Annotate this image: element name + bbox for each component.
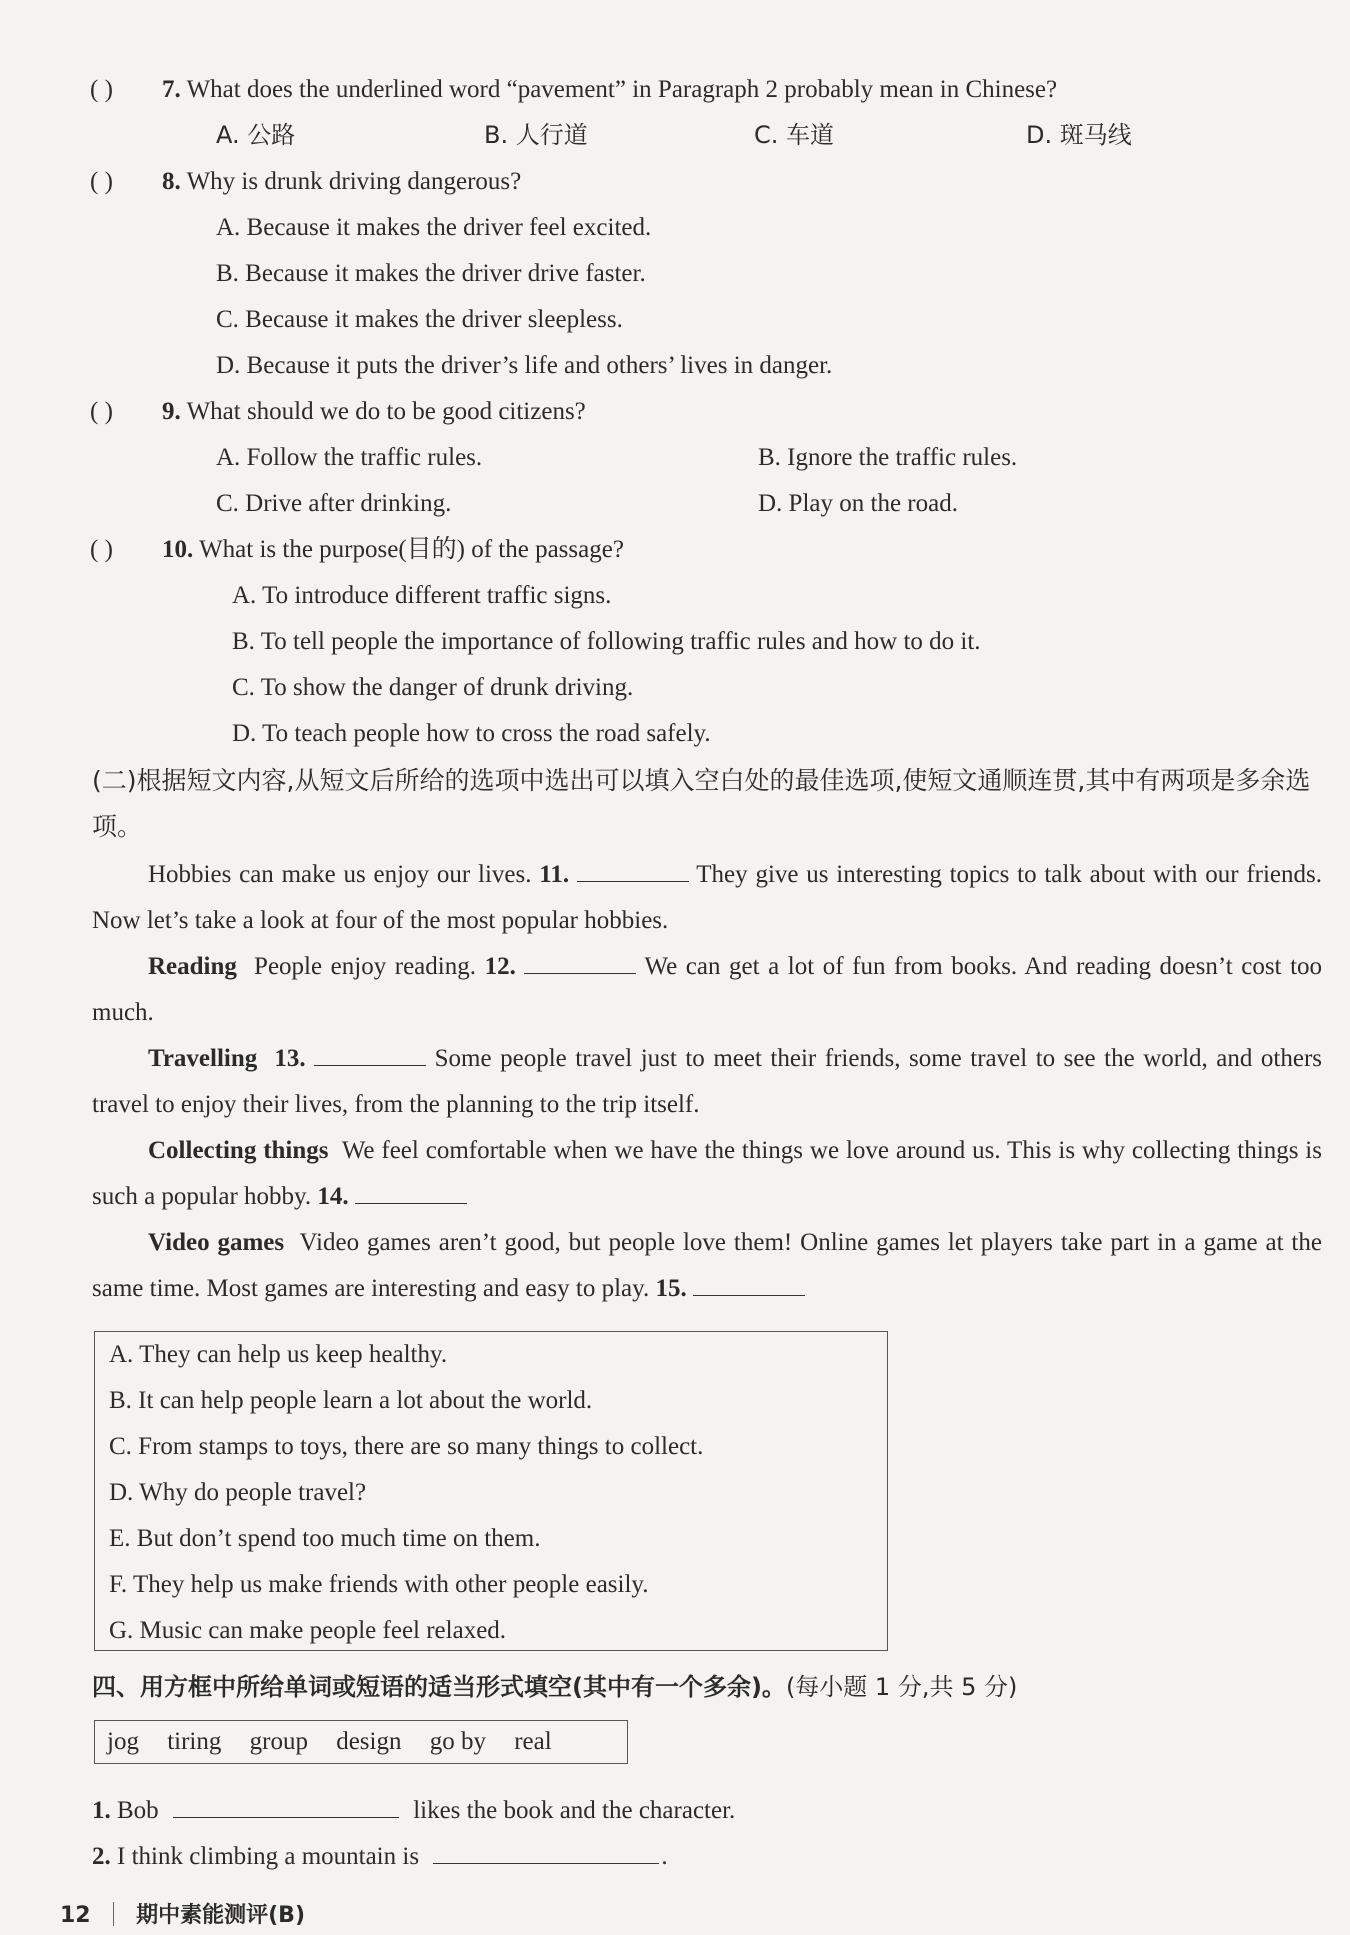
option-7b[interactable]: B. 人行道	[484, 121, 588, 149]
option-10a[interactable]: A. To introduce different traffic signs.	[232, 582, 612, 609]
answer-bracket-8[interactable]: ( )	[90, 168, 113, 195]
choice-e: E. But don’t spend too much time on them.	[109, 1525, 541, 1552]
choice-f: F. They help us make friends with other people easily.	[109, 1571, 649, 1598]
choice-a: A. They can help us keep healthy.	[109, 1341, 448, 1368]
blank-15[interactable]	[693, 1273, 805, 1296]
question-number: 9.	[162, 398, 181, 425]
option-9b[interactable]: B. Ignore the traffic rules.	[758, 444, 1018, 471]
choices-box	[94, 1331, 888, 1651]
option-7a[interactable]: A. 公路	[216, 121, 296, 149]
question-number: 8.	[162, 168, 181, 195]
option-10b[interactable]: B. To tell people the importance of following traffic rules and how to do it.	[232, 628, 981, 655]
choice-d: D. Why do people travel?	[109, 1479, 367, 1506]
section-2-instruction: (二)根据短文内容,从短文后所给的选项中选出可以填入空白处的最佳选项,使短文通顺连贯,其中有两项是多余选项。	[92, 766, 1311, 841]
passage-paragraph-travelling: Travelling 13. Some people travel just to meet their friends, some travel to see the world, and others travel to enjoy their lives, from the planning to the trip itself.	[92, 1045, 1323, 1118]
question-stem: What is the purpose(目的) of the passage?	[199, 536, 624, 563]
fill-blank-1[interactable]	[173, 1795, 399, 1818]
blank-13[interactable]	[314, 1043, 426, 1066]
word-bank-item: real	[514, 1728, 552, 1755]
fill-blank-2[interactable]	[433, 1841, 659, 1864]
fill-item-1: 1. Bob likes the book and the character.	[92, 1797, 736, 1824]
option-10d[interactable]: D. To teach people how to cross the road safely.	[232, 720, 711, 747]
answer-bracket-10[interactable]: ( )	[90, 536, 113, 563]
question-10	[162, 533, 624, 567]
paragraph-heading: Video games	[148, 1229, 285, 1256]
question-stem: Why is drunk driving dangerous?	[186, 168, 522, 195]
word-bank-item: group	[249, 1728, 308, 1755]
question-number: 7.	[162, 76, 181, 103]
option-7c[interactable]: C. 车道	[754, 121, 835, 149]
paragraph-heading: Travelling	[148, 1045, 258, 1072]
word-bank-item: jog	[107, 1728, 139, 1755]
section-4-title: 四、用方框中所给单词或短语的适当形式填空(其中有一个多余)。	[92, 1673, 786, 1701]
option-8a[interactable]: A. Because it makes the driver feel excited.	[216, 214, 652, 241]
word-bank-item: tiring	[167, 1728, 222, 1755]
choice-g: G. Music can make people feel relaxed.	[109, 1617, 507, 1644]
passage-paragraph-1: Hobbies can make us enjoy our lives. 11. They give us interesting topics to talk about with our friends. Now let’s take a look at four of the most popular hobbies.	[92, 861, 1322, 934]
option-8d[interactable]: D. Because it puts the driver’s life and others’ lives in danger.	[216, 352, 833, 379]
passage-paragraph-reading: Reading People enjoy reading. 12. We can get a lot of fun from books. And reading doesn’t cost too much.	[92, 953, 1323, 1026]
answer-bracket-9[interactable]: ( )	[90, 398, 113, 425]
blank-11[interactable]	[577, 859, 689, 882]
option-8b[interactable]: B. Because it makes the driver drive faster.	[216, 260, 646, 287]
section-4-score: (每小题 1 分,共 5 分)	[785, 1673, 1018, 1701]
option-9d[interactable]: D. Play on the road.	[758, 490, 958, 517]
section-4-heading	[92, 1670, 1017, 1704]
choice-c: C. From stamps to toys, there are so many things to collect.	[109, 1433, 704, 1460]
footer-divider	[113, 1902, 115, 1926]
answer-bracket-7[interactable]: ( )	[90, 76, 113, 103]
option-8c[interactable]: C. Because it makes the driver sleepless.	[216, 306, 623, 333]
question-number: 10.	[162, 536, 194, 563]
question-9	[162, 395, 586, 429]
option-10c[interactable]: C. To show the danger of drunk driving.	[232, 674, 634, 701]
blank-12[interactable]	[524, 951, 636, 974]
footer-title: 期中素能测评(B)	[136, 1903, 306, 1928]
option-7d[interactable]: D. 斑马线	[1026, 121, 1132, 149]
question-stem: What does the underlined word “pavement” in Paragraph 2 probably mean in Chinese?	[186, 76, 1058, 103]
word-bank	[94, 1720, 628, 1764]
page-footer	[60, 1898, 305, 1929]
passage-paragraph-video-games: Video games Video games aren’t good, but people love them! Online games let players take part in a game at the same time. Most games are interesting and easy to play. 15.	[92, 1229, 1322, 1302]
choice-b: B. It can help people learn a lot about the world.	[109, 1387, 593, 1414]
question-8	[162, 165, 521, 199]
question-7	[162, 73, 1057, 107]
passage-paragraph-collecting: Collecting things We feel comfortable when we have the things we love around us. This is why collecting things is such a popular hobby. 14.	[92, 1137, 1322, 1210]
paragraph-heading: Collecting things	[148, 1137, 329, 1164]
fill-item-2: 2. I think climbing a mountain is .	[92, 1843, 668, 1870]
option-9c[interactable]: C. Drive after drinking.	[216, 490, 452, 517]
option-9a[interactable]: A. Follow the traffic rules.	[216, 444, 483, 471]
blank-14[interactable]	[355, 1181, 467, 1204]
paragraph-heading: Reading	[148, 953, 237, 980]
word-bank-item: go by	[429, 1728, 486, 1755]
word-bank-item: design	[336, 1728, 402, 1755]
page-number: 12	[60, 1903, 91, 1928]
question-stem: What should we do to be good citizens?	[186, 398, 586, 425]
